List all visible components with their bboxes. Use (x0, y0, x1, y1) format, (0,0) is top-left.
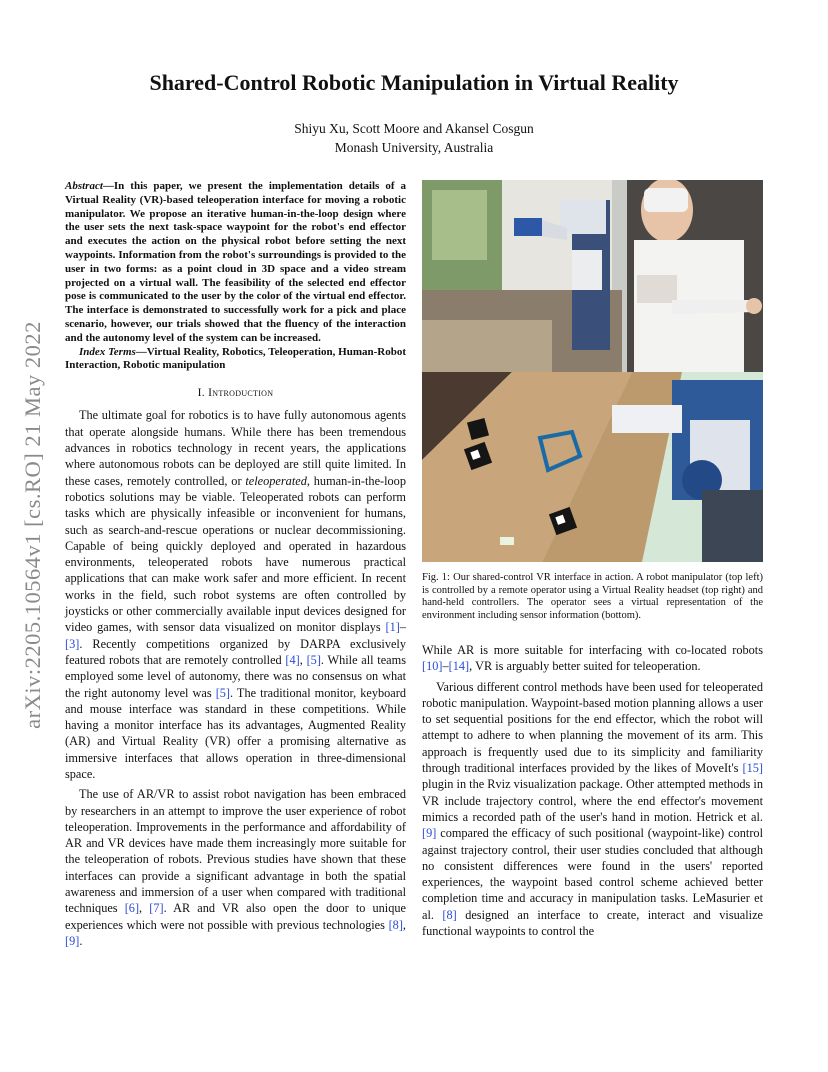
right-column (422, 180, 763, 939)
abstract-lead: Abstract (65, 180, 103, 192)
abstract-text: —In this paper, we present the implementation details of a Virtual Reality (VR)-based teleoperation interface for moving a robotic manipulator. We propose an iterative human-in-the-loop design where the user sets the next task-space waypoint for the robot's end effector and executes the action on the physical robot before setting the next waypoints. Information from the robot's surroundings is provided to the user in two forms: as a point cloud in 3D space and a video stream projected on a virtual wall. The feasibility of the selected end effector pose is communicated to the user by the color of the virtual end effector. The interface is demonstrated to successfully work for a pick and place scenario, however, our trials showed that the fluency of the interaction and the autonomy level of the system can be increased. (65, 180, 406, 344)
citation-link[interactable]: [14] (448, 659, 470, 674)
affiliation: Monash University, Australia (334, 140, 494, 155)
author-block (60, 119, 768, 157)
figure-1 (422, 180, 763, 562)
photo-lab-scene (422, 180, 763, 372)
citation-link[interactable]: [1] (385, 620, 400, 635)
citation-link[interactable]: [6] (124, 901, 140, 916)
intro-paragraph-1: The ultimate goal for robotics is to have fully autonomous agents that operate alongside humans. While there has been tremendous advances in robotics technology in recent years, the applications where autonomous robots can be deployed are still quite limited. In these cases, remotely controlled, or teleoperated, human-in-the-loop robotics solutions may be viable. Teleoperated robots can perform tasks which are physically infeasible or inconvenient for humans, such as search-and-rescue operations or nuclear decommissioning. Capable of being quickly deployed and operated in hazardous environments, teleoperated robots have numerous practical applications that can make work safer and more efficient. In recent works in the field, such robot systems are often controlled by joysticks or other commercially available input devices designed for video games, with sensor data visualized on monitor displays [1]–[3]. Recently competitions organized by DARPA exclusively featured robots that are remotely controlled [4], [5]. While all teams employed some level of autonomy, there was no consensus on what the right autonomy level was [5]. The traditional monitor, keyboard and mouse interface was standard in these competitions. While having a monitor interface has its advantages, Augmented Reality (AR) and Virtual Reality (VR) offer a promising alternative as immersive interfaces that allows operation in three-dimensional space. (65, 408, 406, 781)
arxiv-stamp-text: arXiv:2205.10564v1 [cs.RO] 21 May 2022 (20, 321, 45, 729)
intro-paragraph-2: The use of AR/VR to assist robot navigation has been embraced by researchers in an attempt to improve the user experience of robot teleoperation. Improvements in the performance and affordability of AR and VR devices have made them increasingly more suitable for the teleoperation of robots. Previous studies have shown that these interfaces can provide a significant advantage in both the spatial awareness and immersion of a user when compared with traditional techniques [6], [7]. AR and VR also open the door to unique experiences which were not possible with previous technologies [8], [9]. (65, 787, 406, 948)
citation-link[interactable]: [4] (285, 652, 300, 667)
citation-link[interactable]: [15] (742, 761, 763, 776)
citation-link[interactable]: [9] (65, 933, 80, 948)
figure-1-image (422, 180, 763, 562)
author-names: Shiyu Xu, Scott Moore and Akansel Cosgun (294, 121, 534, 136)
citation-link[interactable]: [8] (388, 917, 403, 932)
arxiv-stamp (18, 275, 48, 775)
intro-paragraph-3: While AR is more suitable for interfacing with co-located robots [10]–[14], VR is arguably better suited for teleoperation. (422, 643, 763, 674)
citation-link[interactable]: [7] (149, 901, 164, 916)
left-column (65, 180, 406, 949)
index-terms-text: —Virtual Reality, Robotics, Teleoperation, Human-Robot Interaction, Robotic manipulation (65, 345, 406, 372)
index-terms (65, 346, 406, 374)
citation-link[interactable]: [10] (422, 659, 443, 674)
citation-link[interactable]: [9] (422, 826, 437, 841)
citation-link[interactable]: [5] (215, 685, 231, 700)
paper-title: Shared-Control Robotic Manipulation in Virtual Reality (149, 70, 679, 95)
section-heading-introduction: I. Introduction (197, 387, 274, 400)
abstract (65, 180, 406, 346)
citation-link[interactable]: [8] (442, 907, 457, 922)
citation-link[interactable]: [5] (306, 652, 321, 667)
vr-rendering (422, 372, 763, 562)
index-terms-lead: Index Terms (79, 345, 136, 358)
intro-paragraph-4: Various different control methods have been used for teleoperated robotic manipulation. Waypoint-based motion planning allows a user to set sequential positions for the end effector, which the robot will attempt to adhere to when planning the movement of its arm. This approach is frequently used due to its simplicity and familiarity through traditional interfaces provided by the likes of MoveIt's [15] plugin in the Rviz visualization package. Other attempted methods in VR include trajectory control, where the end effector's movement mimics a recorded path of the user's hand in motion. Hetrick et al. [9] compared the efficacy of such positional (waypoint-like) control against trajectory control, their user studies concluded that although no consistent differences were found in the users' reported experiences, the waypoint based control scheme achieved better completion time and accuracy in manipulation tasks. LeMasurier et al. [8] designed an interface to create, interact and visualize functional waypoints to control the (422, 679, 763, 939)
citation-link[interactable]: [3] (65, 636, 80, 651)
figure-1-caption: Fig. 1: Our shared-control VR interface in action. A robot manipulator (top left) is controlled by a remote operator using a Virtual Reality headset (top right) and hand-held controllers. The operator sees a virtual representation of the environment including sensor information (bottom). (422, 572, 763, 621)
